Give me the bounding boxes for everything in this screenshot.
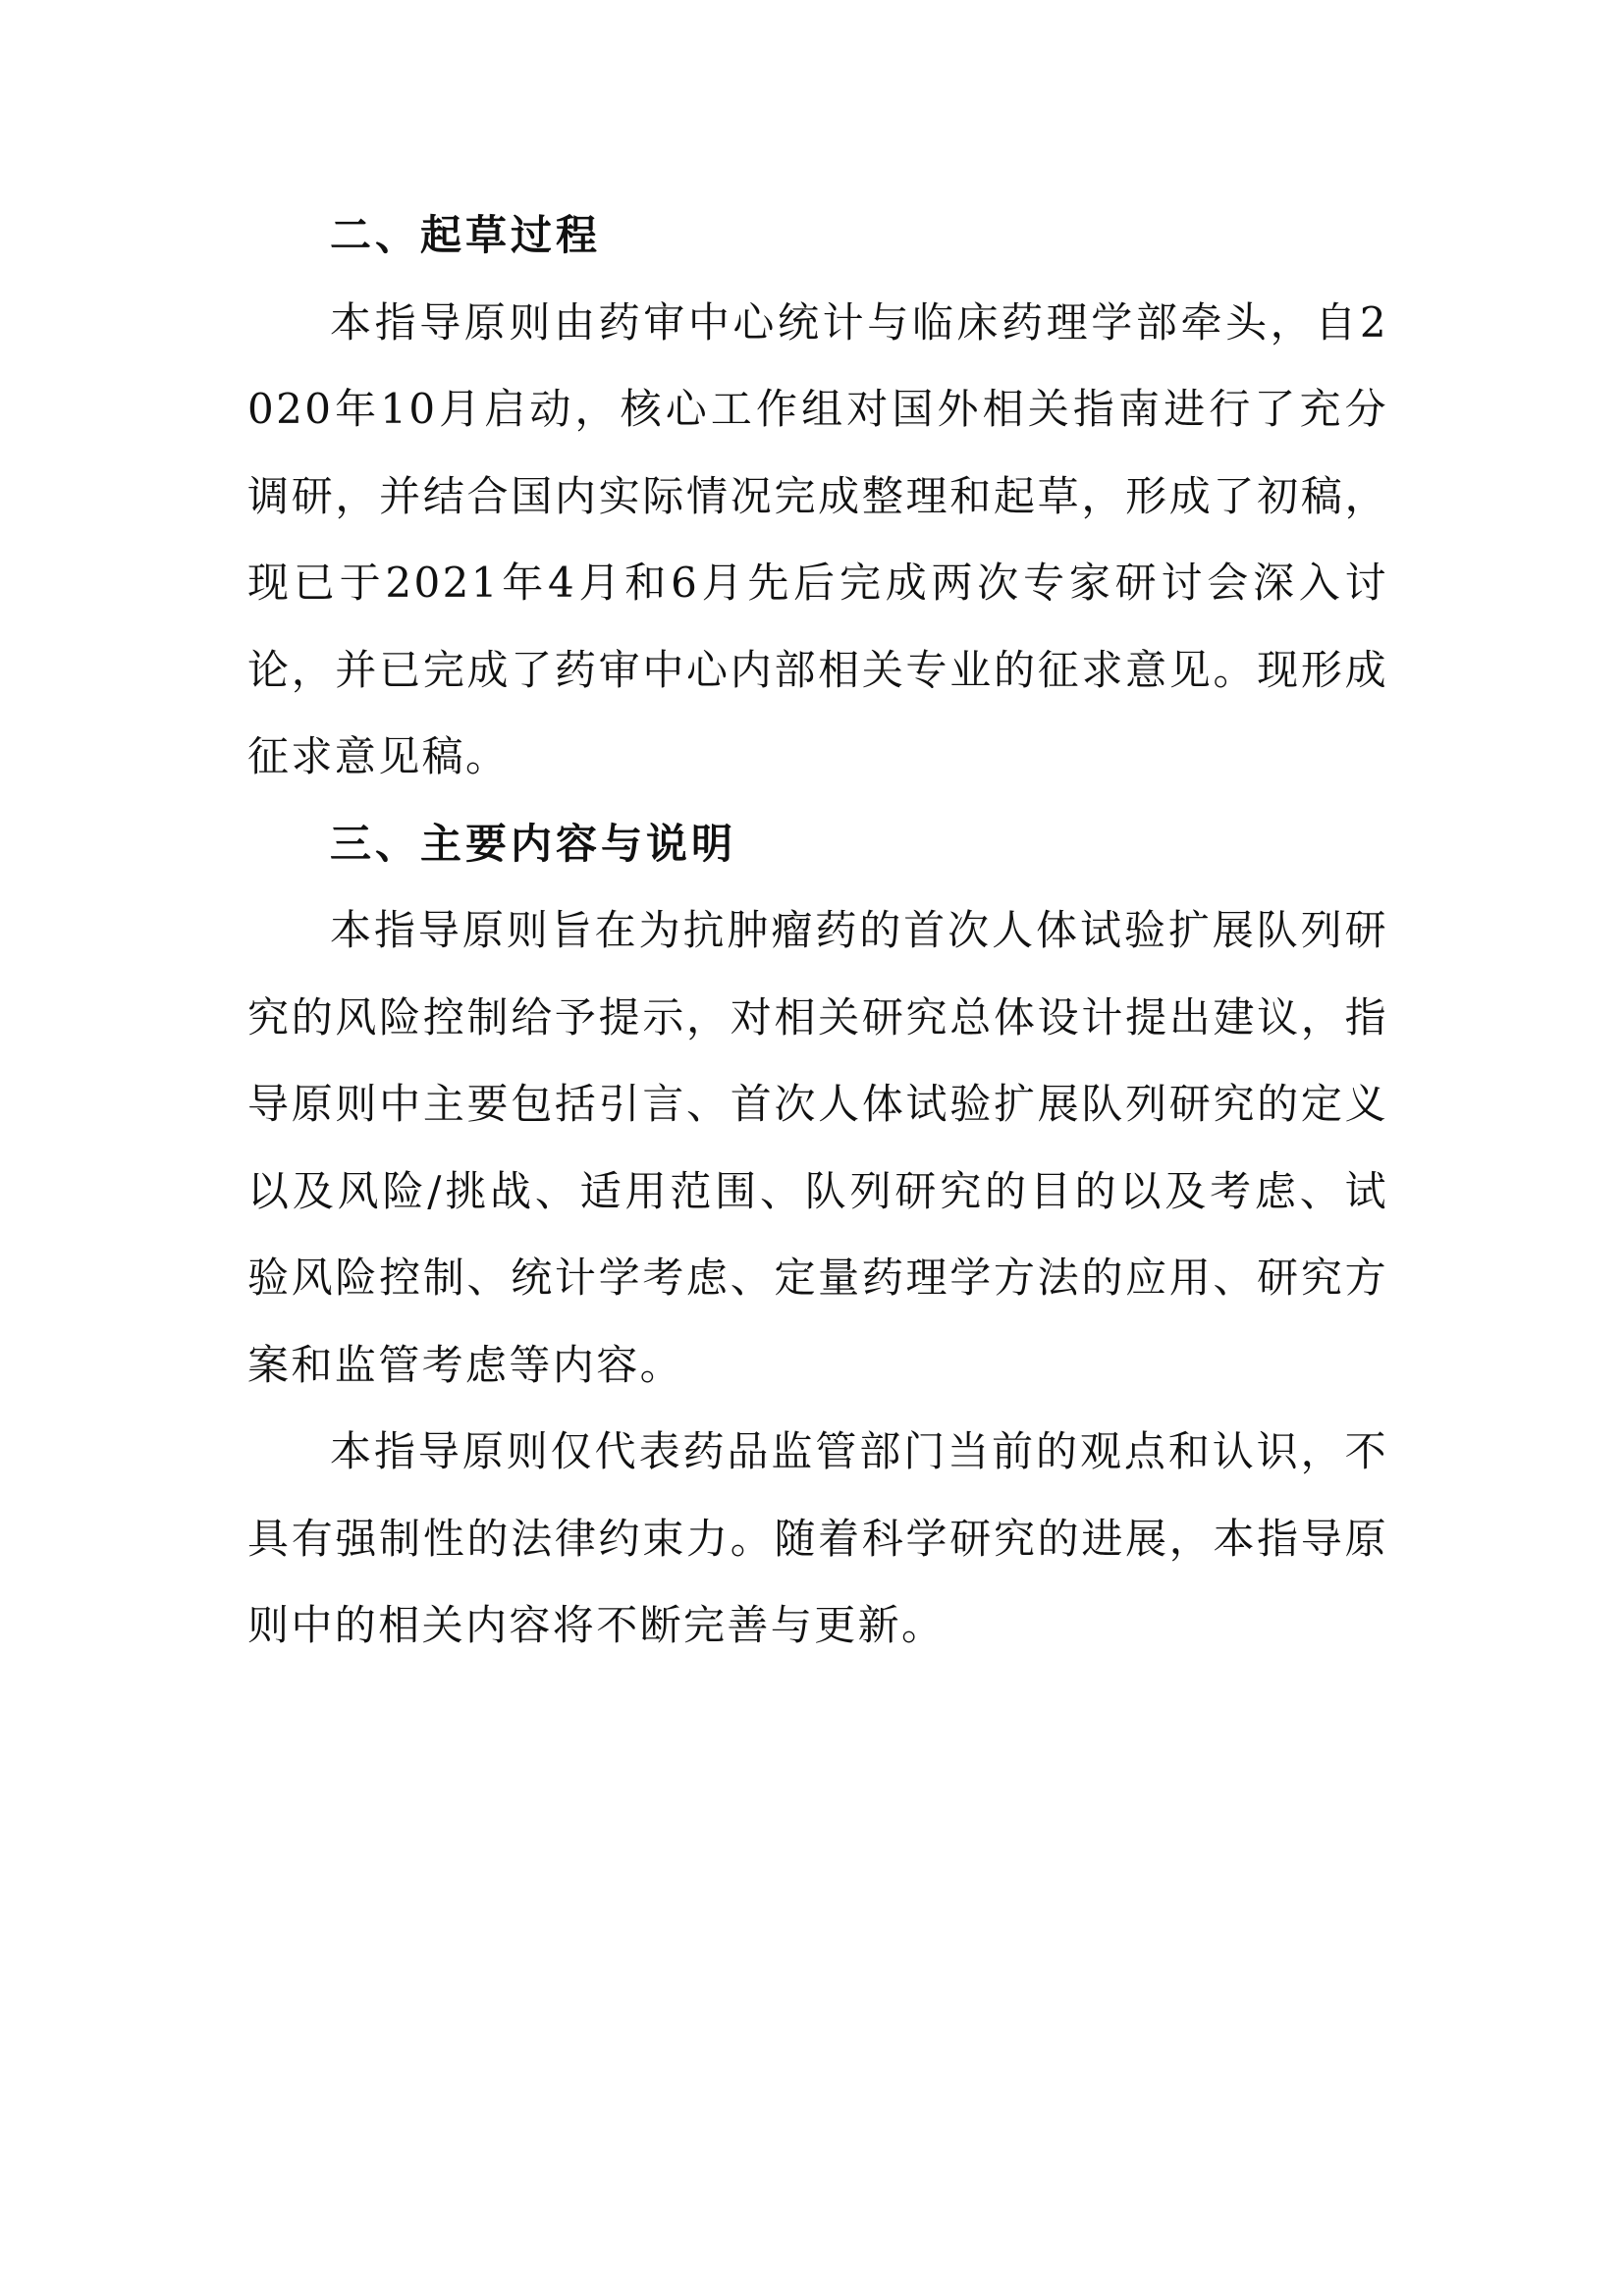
paragraph-drafting-process: 本指导原则由药审中心统计与临床药理学部牵头，自2020年10月启动，核心工作组对国外相关指南进行了充分调研，并结合国内实际情况完成整理和起草，形成了初稿，现已于2021年4月和6月先后完成两次专家研讨会深入讨论，并已完成了药审中心内部相关专业的征求意见。现形成征求意见稿。 (247, 297, 1388, 780)
paragraph-disclaimer: 本指导原则仅代表药品监管部门当前的观点和认识，不具有强制性的法律约束力。随着科学研究的进展，本指导原则中的相关内容将不断完善与更新。 (247, 1427, 1388, 1649)
section-heading-drafting-process: 二、起草过程 (330, 211, 602, 259)
document-body (247, 192, 1388, 1670)
paragraph-main-content: 本指导原则旨在为抗肿瘤药的首次人体试验扩展队列研究的风险控制给予提示，对相关研究总体设计提出建议，指导原则中主要包括引言、首次人体试验扩展队列研究的定义以及风险/挑战、适用范围、队列研究的目的以及考虑、试验风险控制、统计学考虑、定量药理学方法的应用、研究方案和监管考虑等内容。 (247, 906, 1388, 1389)
section-heading-main-content: 三、主要内容与说明 (330, 819, 737, 868)
